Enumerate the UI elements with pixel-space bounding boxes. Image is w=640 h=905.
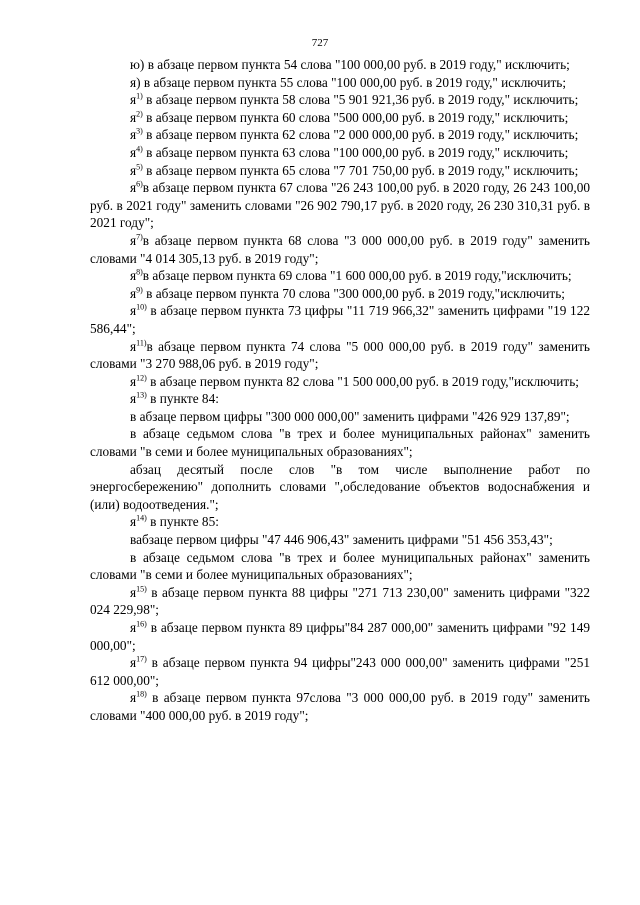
paragraph-text: в абзаце первом пункта 74 слова "5 000 000,00 руб. в 2019 году" заменить словами "3 270 988,06 руб. в 2019 году"; xyxy=(90,338,590,372)
paragraph-text: в абзаце первом пункта 97слова "3 000 000,00 руб. в 2019 году" заменить словами "400 000,00 руб. в 2019 году"; xyxy=(90,690,590,723)
amendment-paragraph xyxy=(90,74,590,92)
item-marker: я xyxy=(130,285,137,301)
amendment-paragraph xyxy=(90,549,590,584)
paragraph-text: в абзаце первом пункта 63 слова "100 000,00 руб. в 2019 году," исключить; xyxy=(142,144,569,160)
amendment-paragraph xyxy=(90,408,590,426)
item-marker: я xyxy=(130,127,137,143)
amendment-paragraph xyxy=(90,338,590,373)
item-marker: я xyxy=(130,373,137,389)
item-marker-superscript: 1) xyxy=(136,91,143,101)
amendment-paragraph xyxy=(90,390,590,408)
amendment-paragraph xyxy=(90,232,590,267)
item-marker-superscript: 4) xyxy=(136,144,143,154)
paragraph-text: в абзаце первом пункта 65 слова "7 701 750,00 руб. в 2019 году," исключить; xyxy=(142,162,579,178)
item-marker-superscript: 16) xyxy=(136,619,147,629)
amendment-paragraph xyxy=(90,461,590,514)
item-marker-superscript: 11) xyxy=(136,338,147,348)
item-marker-superscript: 6) xyxy=(136,179,143,189)
paragraph-text: в абзаце первом цифры "300 000 000,00" заменить цифрами "426 929 137,89"; xyxy=(130,408,570,424)
page-number: 727 xyxy=(311,37,329,49)
amendment-paragraph xyxy=(90,56,590,74)
item-marker-superscript: 13) xyxy=(136,390,147,400)
paragraph-text: в абзаце первом пункта 54 слова "100 000,00 руб. в 2019 году," исключить; xyxy=(144,57,570,72)
paragraph-text: в пункте 84: xyxy=(146,391,219,407)
amendment-paragraph xyxy=(90,126,590,144)
item-marker: я xyxy=(130,180,137,196)
paragraph-text: в абзаце первом пункта 70 слова "300 000,00 руб. в 2019 году,"исключить; xyxy=(142,285,565,301)
paragraph-text: в абзаце первом пункта 89 цифры"84 287 000,00" заменить цифрами "92 149 000,00"; xyxy=(90,620,590,653)
amendment-paragraph xyxy=(90,425,590,460)
paragraph-text: в абзаце первом пункта 88 цифры "271 713 230,00" заменить цифрами "322 024 229,98"; xyxy=(90,584,590,618)
item-marker: я xyxy=(130,144,137,160)
item-marker: я) xyxy=(130,74,141,90)
item-marker-superscript: 7) xyxy=(136,232,143,242)
item-marker: я xyxy=(130,109,137,125)
item-marker-superscript: 3) xyxy=(136,126,143,136)
item-marker: я xyxy=(130,268,137,284)
amendment-paragraph xyxy=(90,373,590,391)
paragraph-text: в абзаце первом пункта 94 цифры"243 000 000,00" заменить цифрами "251 612 000,00"; xyxy=(90,655,590,688)
amendment-paragraph xyxy=(90,285,590,303)
item-marker: я xyxy=(130,303,137,319)
item-marker: я xyxy=(130,338,137,354)
amendment-paragraph xyxy=(90,689,590,724)
amendment-paragraph xyxy=(90,144,590,162)
amendment-paragraph xyxy=(90,91,590,109)
paragraph-text: в абзаце первом пункта 82 слова "1 500 000,00 руб. в 2019 году,"исключить; xyxy=(146,373,579,389)
item-marker-superscript: 12) xyxy=(136,373,147,383)
item-marker: я xyxy=(130,584,137,600)
amendment-paragraph xyxy=(90,531,590,549)
item-marker: я xyxy=(130,690,137,706)
item-marker: я xyxy=(130,391,137,407)
paragraph-text: в абзаце первом пункта 55 слова "100 000,00 руб. в 2019 году," исключить; xyxy=(140,74,567,90)
item-marker-superscript: 14) xyxy=(136,514,147,524)
amendment-paragraph xyxy=(90,109,590,127)
item-marker-superscript: 9) xyxy=(136,285,143,295)
amendment-paragraph xyxy=(90,654,590,689)
item-marker-superscript: 17) xyxy=(136,654,147,664)
item-marker: я xyxy=(130,232,137,248)
item-marker-superscript: 5) xyxy=(136,162,143,172)
amendment-paragraph xyxy=(90,513,590,531)
paragraph-text: в абзаце первом пункта 67 слова "26 243 100,00 руб. в 2020 году, 26 243 100,00 руб. в 2021 году" заменить словами "26 902 790,17 руб. в 2020 году, 26 230 310,31 руб. в 2021 году"; xyxy=(90,180,590,231)
paragraph-text: в абзаце седьмом слова "в трех и более муниципальных районах" заменить словами "в семи и более муниципальных образованиях"; xyxy=(90,426,590,460)
paragraph-text: в абзаце первом пункта 68 слова "3 000 000,00 руб. в 2019 году" заменить словами "4 014 305,13 руб. в 2019 году"; xyxy=(90,232,590,266)
document-body xyxy=(90,56,590,725)
paragraph-text: в абзаце первом пункта 58 слова "5 901 921,36 руб. в 2019 году," исключить; xyxy=(142,92,579,108)
item-marker: я xyxy=(130,92,137,108)
paragraph-text: в абзаце первом пункта 69 слова "1 600 000,00 руб. в 2019 году,"исключить; xyxy=(142,268,572,284)
paragraph-text: в абзаце первом пункта 62 слова "2 000 000,00 руб. в 2019 году," исключить; xyxy=(142,127,579,143)
amendment-paragraph xyxy=(90,267,590,285)
amendment-paragraph xyxy=(90,162,590,180)
amendment-paragraph xyxy=(90,584,590,619)
amendment-paragraph xyxy=(90,619,590,654)
item-marker: я xyxy=(130,620,137,635)
item-marker-superscript: 18) xyxy=(136,689,147,699)
item-marker-superscript: 2) xyxy=(136,109,143,119)
item-marker-superscript: 15) xyxy=(136,584,147,594)
amendment-paragraph xyxy=(90,179,590,232)
paragraph-text: в абзаце седьмом слова "в трех и более муниципальных районах" заменить словами "в семи и более муниципальных образованиях"; xyxy=(90,549,590,583)
item-marker-superscript: 8) xyxy=(136,267,143,277)
item-marker: ю) xyxy=(130,57,145,72)
item-marker: я xyxy=(130,162,137,178)
item-marker-superscript: 10) xyxy=(136,302,147,312)
paragraph-text: в абзаце первом пункта 60 слова "500 000,00 руб. в 2019 году," исключить; xyxy=(142,109,569,125)
item-marker: я xyxy=(130,514,137,530)
paragraph-text: в пункте 85: xyxy=(146,514,219,530)
paragraph-text: вабзаце первом цифры "47 446 906,43" заменить цифрами "51 456 353,43"; xyxy=(130,532,553,548)
item-marker: я xyxy=(130,655,137,671)
amendment-paragraph xyxy=(90,302,590,337)
paragraph-text: в абзаце первом пункта 73 цифры "11 719 966,32" заменить цифрами "19 122 586,44"; xyxy=(90,303,590,336)
paragraph-text: абзац десятый после слов "в том числе выполнение работ по энергосбережению" дополнить словами ",обследование объектов водоснабжения и (или) водоотведения."; xyxy=(90,461,590,512)
